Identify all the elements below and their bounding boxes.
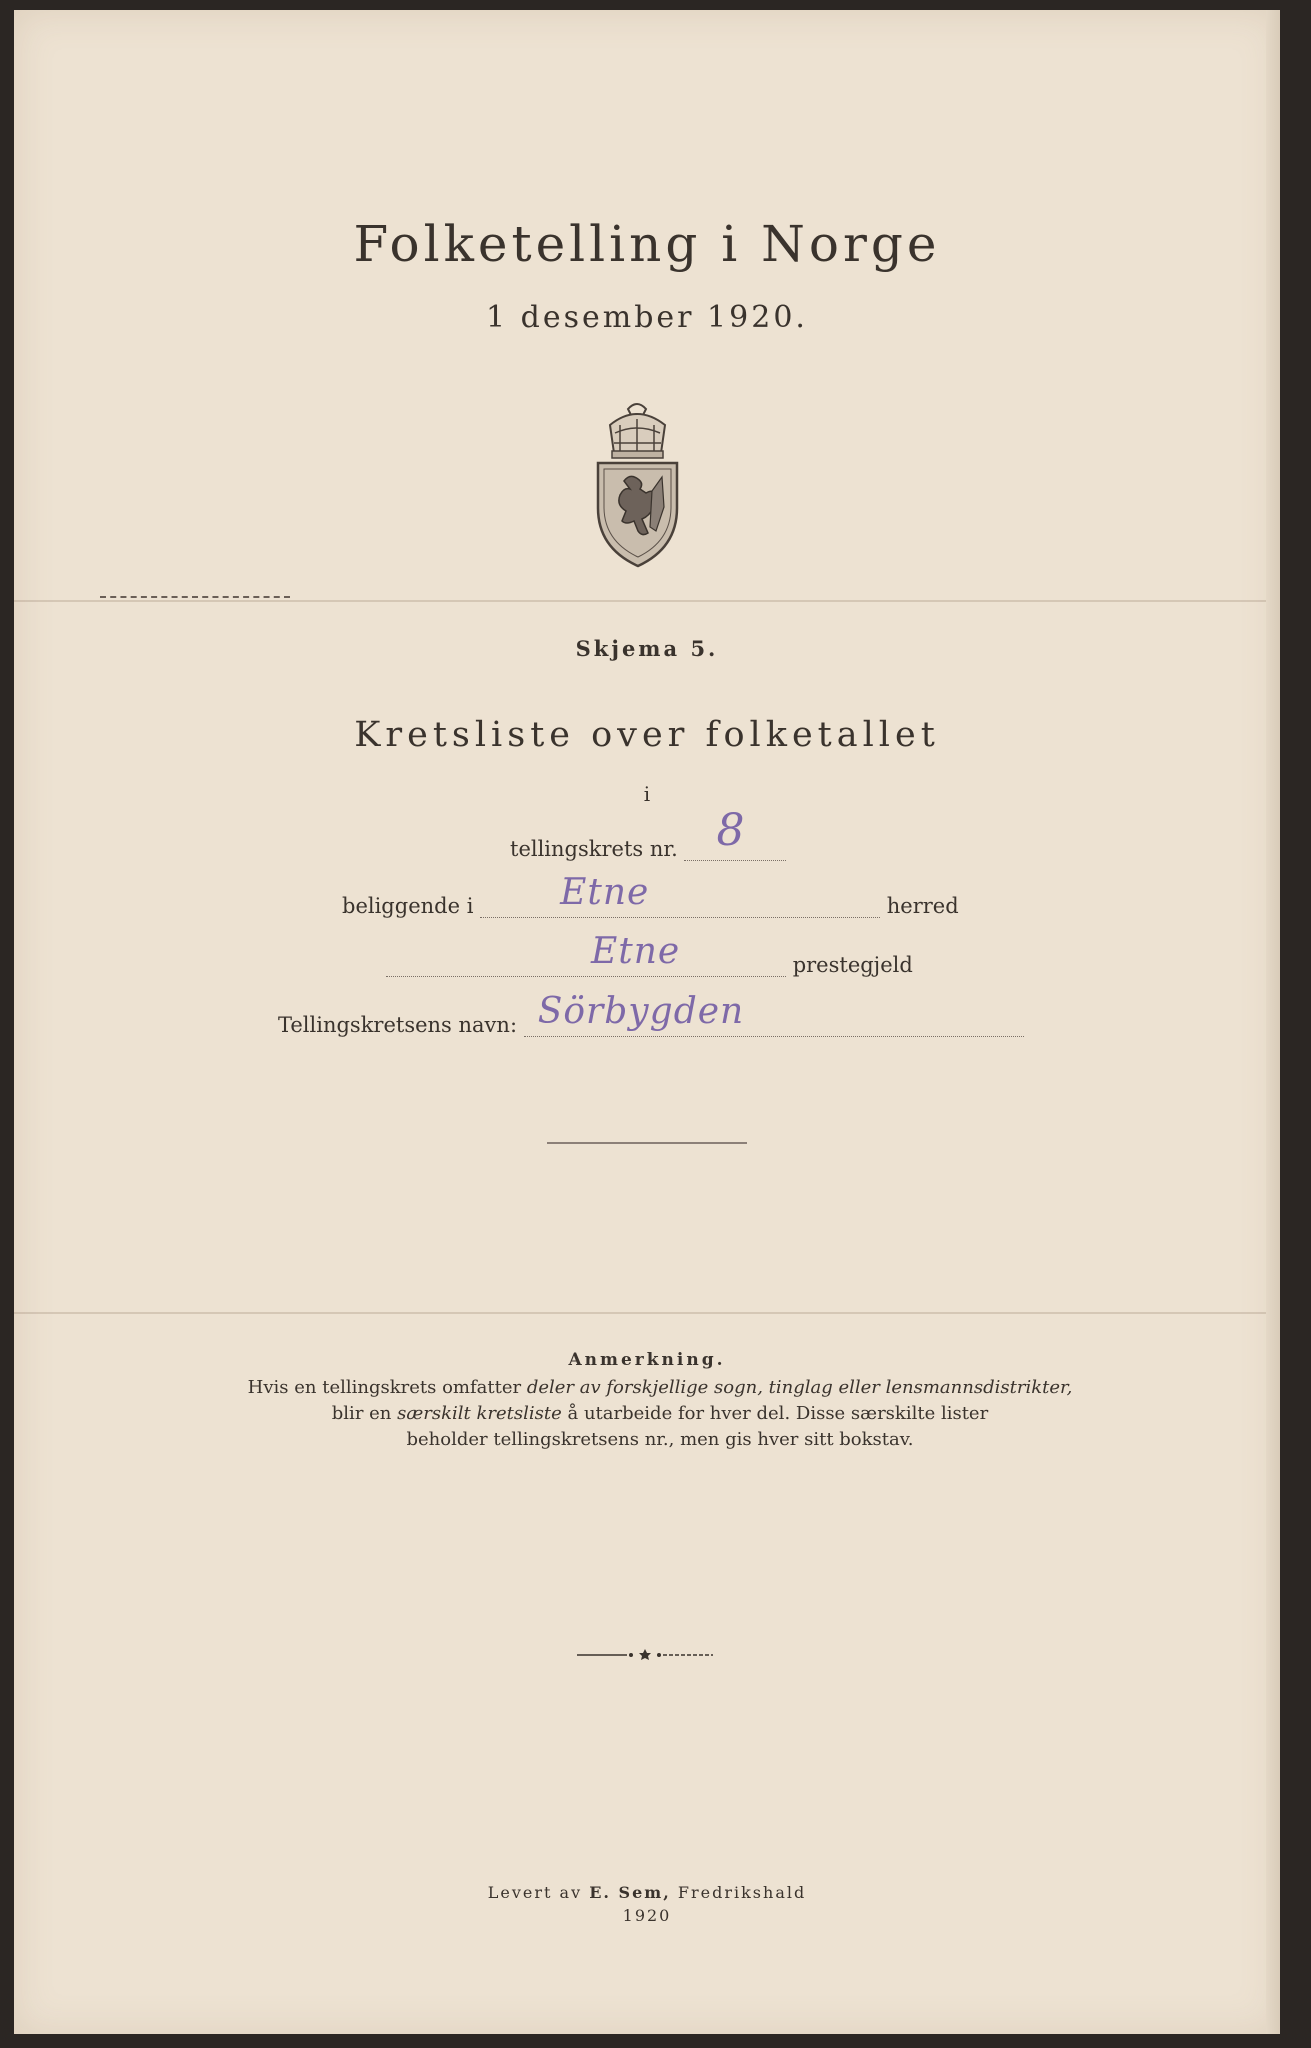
printer-year: 1920 — [622, 1906, 672, 1925]
district-name-value: Sörbygden — [537, 991, 745, 1032]
page-title: Folketelling i Norge — [353, 215, 941, 273]
fold-line — [14, 1312, 1280, 1314]
dash-mark — [100, 596, 290, 598]
ornament-icon — [575, 1648, 715, 1662]
location-value: Etne — [560, 872, 650, 913]
district-number-field — [684, 805, 786, 861]
note-heading: Anmerkning. — [568, 1350, 726, 1370]
schema-number: Skjema 5. — [575, 636, 719, 661]
parish-row — [386, 931, 913, 977]
district-name-field — [524, 991, 1024, 1037]
printer-credit: Levert av E. Sem, Fredrikshald — [487, 1883, 807, 1902]
herred-label: herred — [886, 894, 959, 918]
fold-line — [14, 600, 1280, 602]
norwegian-coat-of-arms-icon — [590, 395, 685, 570]
parish-field — [386, 931, 786, 977]
location-row — [342, 872, 959, 918]
note-text — [140, 1375, 1180, 1453]
location-label: beliggende i — [342, 894, 474, 918]
parish-label: prestegjeld — [792, 953, 913, 977]
district-name-label: Tellingskretsens navn: — [278, 1013, 518, 1037]
preposition-text: i — [643, 782, 651, 806]
district-name-row — [278, 991, 1024, 1037]
location-field — [480, 872, 880, 918]
district-number-row — [510, 805, 786, 861]
district-number-value: 8 — [716, 805, 746, 856]
form-subtitle: Kretsliste over folketallet — [354, 715, 940, 755]
census-date: 1 desember 1920. — [486, 300, 808, 335]
note-line-3: beholder tellingskretsens nr., men gis hver sitt bokstav. — [406, 1429, 914, 1450]
separator-line — [547, 1142, 747, 1144]
parish-value: Etne — [591, 931, 681, 972]
district-number-label: tellingskrets nr. — [510, 837, 678, 861]
note-line-2: blir en særskilt kretsliste å utarbeide for hver del. Disse særskilte lister — [331, 1403, 989, 1424]
note-line-1: Hvis en tellingskrets omfatter deler av forskjellige sogn, tinglag eller lensmannsdistrikter, — [247, 1377, 1073, 1398]
